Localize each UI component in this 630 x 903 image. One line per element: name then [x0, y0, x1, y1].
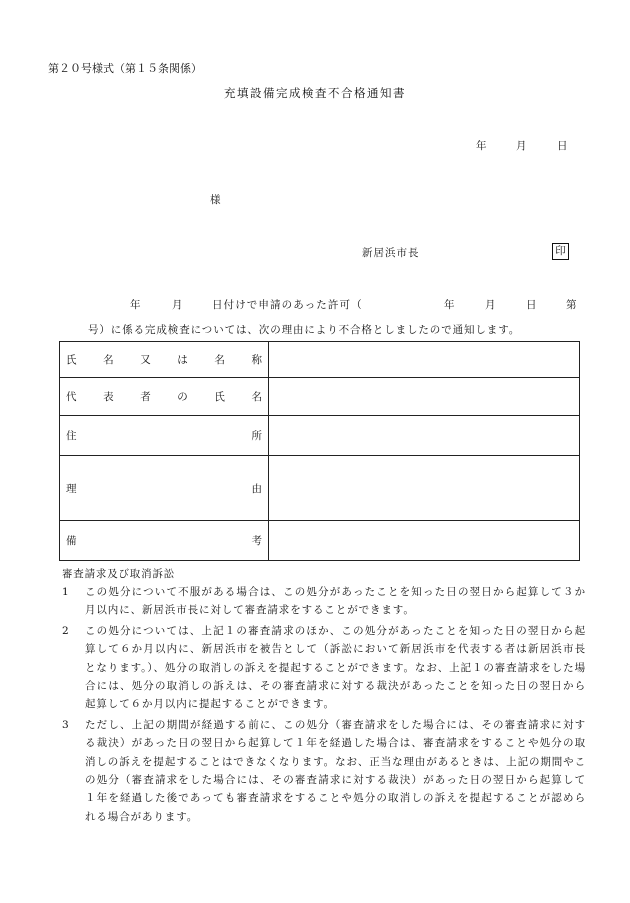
note-text: ただし、上記の期間が経過する前に、この処分（審査請求をした場合には、その審査請求に対する裁決）があった日の翌日から起算して１年を経過した場合は、審査請求をすることや処分の取消しの訴えを提起することはできなくなります。なお、正当な理由があるときは、上記の期間やこの処分（審査請求をした場合には、その審査請求に対する裁決）があった日の翌日から起算して１年を経過した後であっても審査請求をすることや処分の取消しの訴えを提起することが認められる場合があります。: [85, 718, 586, 823]
label-char: 理: [66, 482, 77, 495]
label-char: 由: [251, 482, 262, 495]
body-number-label: 第: [566, 299, 578, 311]
label-char: 又: [140, 354, 151, 366]
note-number: 2: [62, 624, 70, 637]
label-char: 表: [103, 391, 114, 403]
label-representative: [60, 378, 269, 416]
table-row-representative: [60, 378, 580, 416]
note-text: この処分について不服がある場合は、この処分があったことを知った日の翌日から起算して３か月以内に、新居浜市長に対して審査請求をすることができます。: [85, 586, 586, 617]
list-item: [60, 716, 586, 826]
note-number: 1: [62, 586, 70, 598]
label-char: 住: [66, 430, 77, 442]
value-name-field[interactable]: [269, 342, 580, 378]
label-char: の: [177, 391, 188, 403]
form-number: 第２０号様式（第１５条関係）: [48, 62, 202, 75]
label-remarks: [60, 521, 269, 561]
label-char: 代: [66, 391, 77, 403]
label-char: 所: [251, 430, 262, 442]
label-char: 氏: [214, 391, 225, 403]
table-row-reason: [60, 456, 580, 521]
date-year-label: 年: [476, 140, 487, 152]
label-char: 考: [251, 535, 262, 547]
appeal-notes: [60, 583, 586, 828]
body-day2-label: 日: [526, 299, 538, 311]
body-request-text: 日付けで申請のあった許可（: [212, 299, 363, 311]
list-item: [60, 622, 586, 714]
body-month-label: 月: [172, 299, 184, 311]
value-reason-field[interactable]: [269, 456, 580, 521]
value-remarks-field[interactable]: [269, 521, 580, 561]
body-year2-label: 年: [444, 299, 456, 311]
seal-mark: 印: [552, 243, 569, 260]
body-month2-label: 月: [485, 299, 497, 311]
issuer-name: 新居浜市長: [362, 247, 420, 259]
info-table: [59, 341, 580, 561]
label-address: [60, 416, 269, 456]
body-year-label: 年: [130, 299, 142, 311]
label-reason: [60, 456, 269, 521]
label-char: 名: [103, 354, 114, 366]
label-char: 備: [66, 535, 77, 547]
date-day-label: 日: [557, 140, 568, 152]
label-char: 名: [251, 391, 262, 403]
table-row-remarks: [60, 521, 580, 561]
label-char: 氏: [66, 354, 77, 366]
label-name: [60, 342, 269, 378]
date-month-label: 月: [516, 140, 527, 152]
value-address-field[interactable]: [269, 416, 580, 456]
label-char: 称: [251, 354, 262, 366]
note-text: この処分については、上記１の審査請求のほか、この処分があったことを知った日の翌日から起算して６か月以内に、新居浜市を被告として（訴訟において新居浜市を代表する者は新居浜市長となります。）、処分の取消しの訴えを提起することができます。なお、上記１の審査請求をした場合には、処分の取消しの訴えは、その審査請求に対する裁決があったことを知った日の翌日から起算して６か月以内に提起することができます。: [85, 624, 586, 711]
appeal-heading: 審査請求及び取消訴訟: [62, 568, 175, 580]
body-notice-line: 号）に係る完成検査については、次の理由により不合格としましたので通知します。: [88, 324, 521, 336]
list-item: [60, 583, 586, 620]
table-row-address: [60, 416, 580, 456]
value-representative-field[interactable]: [269, 378, 580, 416]
document-title: 充填設備完成検査不合格通知書: [224, 86, 406, 100]
label-char: 者: [140, 391, 151, 403]
addressee-suffix: 様: [210, 194, 221, 206]
label-char: 名: [214, 354, 225, 366]
table-row-name: [60, 342, 580, 378]
note-number: 3: [62, 718, 70, 731]
label-char: は: [177, 354, 188, 366]
